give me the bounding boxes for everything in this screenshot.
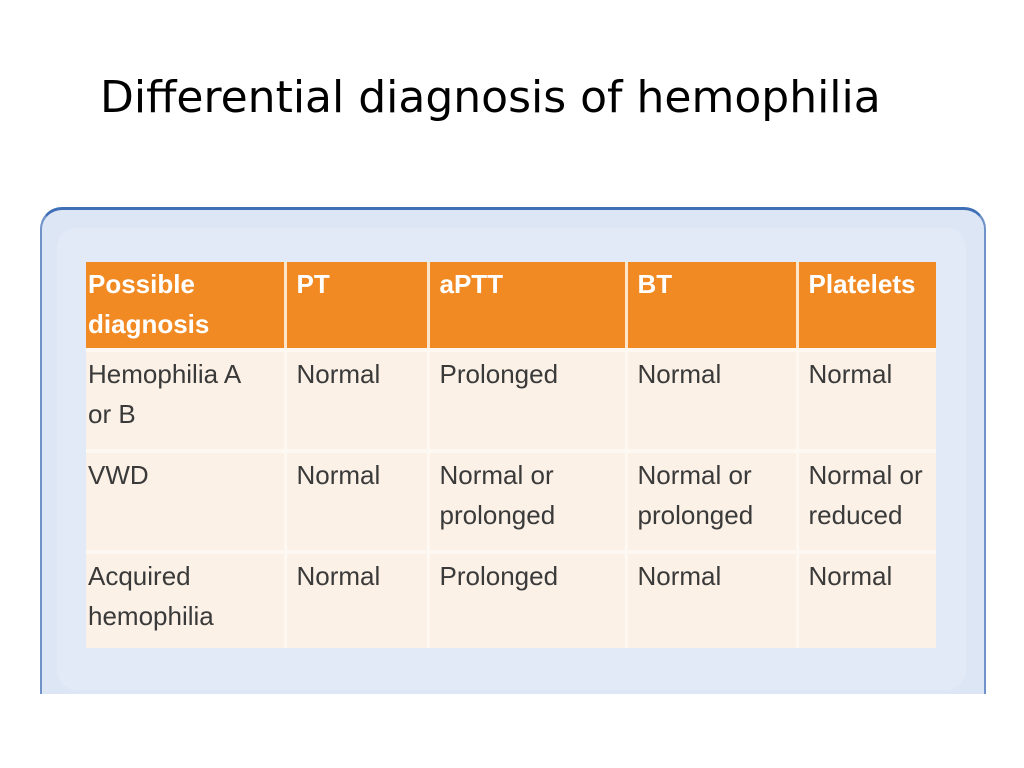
header-possible-diagnosis: [86, 262, 285, 350]
cell-line: Hemophilia A: [88, 359, 242, 389]
header-bt: [626, 262, 797, 350]
header-line: diagnosis: [88, 309, 210, 339]
header-platelets: [797, 262, 936, 350]
cell-bt: [626, 552, 797, 648]
cell-line: Normal: [808, 561, 893, 591]
cell-line: Normal: [808, 359, 893, 389]
cell-pt: [285, 350, 428, 451]
cell-line: prolonged: [439, 500, 556, 530]
cell-pt: [285, 552, 428, 648]
cell-line: or B: [88, 399, 136, 429]
differential-diagnosis-table: [86, 262, 936, 648]
header-line: Possible: [88, 269, 195, 299]
cell-line: Normal: [296, 561, 381, 591]
cell-line: Normal or: [439, 460, 554, 490]
header-line: BT: [637, 269, 673, 299]
header-line: PT: [296, 269, 330, 299]
cell-line: Normal: [296, 460, 381, 490]
cell-aptt: [428, 552, 626, 648]
slide-title: Differential diagnosis of hemophilia: [100, 72, 881, 123]
table-header-row: [86, 262, 936, 350]
cell-line: VWD: [88, 460, 149, 490]
cell-line: hemophilia: [88, 601, 214, 631]
cell-line: Acquired: [88, 561, 191, 591]
cell-aptt: [428, 350, 626, 451]
table-row-vwd: [86, 451, 936, 552]
cell-diagnosis: [86, 552, 285, 648]
cell-platelets: [797, 350, 936, 451]
cell-pt: [285, 451, 428, 552]
cell-bt: [626, 350, 797, 451]
header-line: aPTT: [439, 269, 504, 299]
table-row-acquired-hemophilia: [86, 552, 936, 648]
cell-line: prolonged: [637, 500, 754, 530]
cell-platelets: [797, 451, 936, 552]
cell-line: Prolonged: [439, 561, 559, 591]
header-line: Platelets: [808, 269, 916, 299]
cell-bt: [626, 451, 797, 552]
table-row-hemophilia-a-or-b: [86, 350, 936, 451]
cell-diagnosis: [86, 350, 285, 451]
cell-line: Normal: [637, 359, 722, 389]
cell-line: Normal or: [808, 460, 923, 490]
cell-line: Prolonged: [439, 359, 559, 389]
cell-line: Normal or: [637, 460, 752, 490]
header-aptt: [428, 262, 626, 350]
cell-aptt: [428, 451, 626, 552]
cell-line: reduced: [808, 500, 903, 530]
cell-line: Normal: [296, 359, 381, 389]
header-pt: [285, 262, 428, 350]
cell-diagnosis: [86, 451, 285, 552]
cell-platelets: [797, 552, 936, 648]
cell-line: Normal: [637, 561, 722, 591]
